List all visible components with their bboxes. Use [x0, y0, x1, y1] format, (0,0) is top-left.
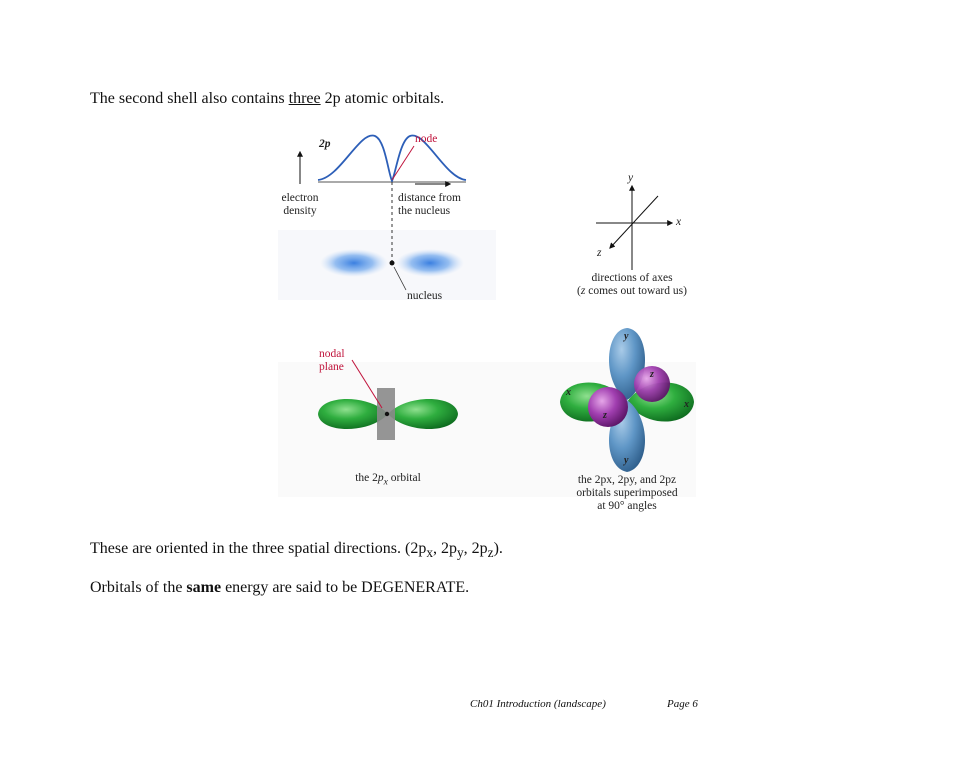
- nodal-plane-label: [319, 348, 345, 374]
- node-label: node: [415, 133, 438, 145]
- oriented-sub-x: x: [426, 545, 433, 561]
- intro-paragraph: [90, 90, 444, 108]
- oriented-sep1: , 2p: [432, 540, 457, 557]
- axes-caption-rest: comes out toward us): [585, 285, 687, 297]
- super-caption-line2: orbitals superimposed: [576, 487, 678, 499]
- intro-text-before: The second shell also contains: [90, 90, 289, 107]
- cloud-left-lobe: [320, 249, 388, 277]
- orbital-figure: [270, 122, 710, 522]
- axes-caption-z: z: [580, 285, 586, 297]
- nucleus-label: nucleus: [407, 290, 443, 302]
- axes-caption-paren: (: [577, 285, 581, 297]
- super-caption-line1: the 2px, 2py, and 2pz: [577, 474, 677, 486]
- degenerate-bold-word: same: [186, 579, 222, 596]
- oriented-text: These are oriented in the three spatial directions. (2p: [90, 540, 427, 557]
- oriented-paragraph: [90, 540, 503, 561]
- distance-line1: distance from: [398, 192, 461, 204]
- px-caption-pre: the 2: [355, 472, 378, 484]
- intro-underlined-word: three: [288, 90, 321, 107]
- cloud-right-lobe: [396, 249, 464, 277]
- density-curve: [318, 135, 466, 181]
- degenerate-after: energy are said to be DEGENERATE.: [221, 579, 470, 596]
- oriented-sub-z: z: [487, 545, 494, 561]
- lobe-x-right-label: x: [684, 399, 689, 410]
- electron-density-line2: density: [283, 205, 317, 217]
- node-pointer-line: [392, 146, 414, 180]
- axes-caption-line1: directions of axes: [591, 272, 673, 284]
- distance-label: [398, 192, 461, 218]
- lobe-x-left-label: x: [566, 387, 571, 398]
- nucleus-dot: [390, 261, 395, 266]
- degenerate-paragraph: [90, 579, 469, 597]
- axes-z-line: [610, 196, 658, 248]
- px-caption-post: orbital: [387, 472, 421, 484]
- superimposed-caption: [552, 474, 702, 513]
- lobe-y-bottom-label: y: [624, 455, 629, 466]
- degenerate-before: Orbitals of the: [90, 579, 187, 596]
- axes-caption: [552, 272, 712, 298]
- footer-page-number: Page 6: [667, 698, 698, 710]
- nodal-line1: nodal: [319, 348, 345, 360]
- px-nucleus-dot: [385, 412, 389, 416]
- axes-y-label: y: [628, 172, 634, 184]
- axes-x-label: x: [676, 216, 682, 228]
- intro-text-after: 2p atomic orbitals.: [320, 90, 445, 107]
- oriented-sub-y: y: [456, 545, 464, 561]
- lobe-z-front-label: z: [603, 410, 607, 421]
- oriented-end: ).: [493, 540, 503, 557]
- nodal-line2: plane: [319, 361, 344, 373]
- super-caption-line3: at 90° angles: [597, 500, 657, 512]
- px-caption-sub: x: [383, 476, 388, 488]
- px-orbital-caption: [318, 472, 458, 488]
- lobe-y-top-label: y: [624, 331, 629, 342]
- graph-2p-label: 2p: [319, 138, 331, 150]
- electron-density-line1: electron: [281, 192, 319, 204]
- oriented-sep2: , 2p: [463, 540, 488, 557]
- footer-chapter: Ch01 Introduction (landscape): [470, 698, 606, 710]
- lobe-z-back-label: z: [650, 369, 654, 380]
- px-caption-p: p: [377, 472, 384, 484]
- orbital-figure-graphics: [270, 122, 710, 522]
- distance-line2: the nucleus: [398, 205, 451, 217]
- sup-z-front-lobe: [588, 387, 628, 427]
- electron-density-label: [274, 192, 326, 218]
- axes-z-label: z: [597, 247, 602, 259]
